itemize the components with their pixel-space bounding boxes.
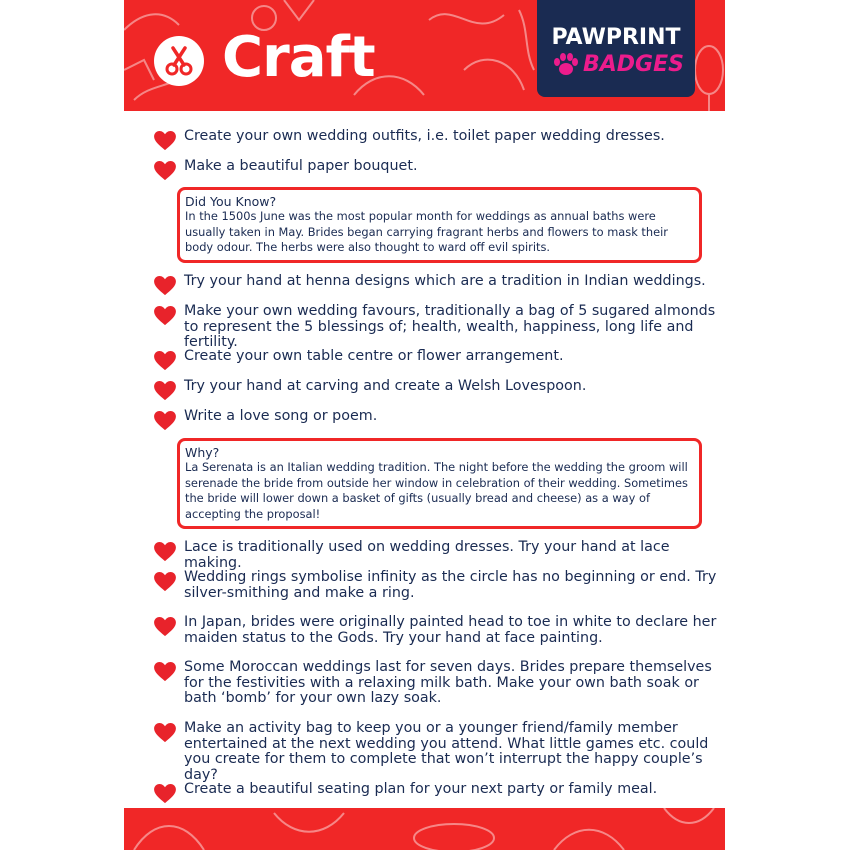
- heart-bullet-icon: [154, 572, 176, 592]
- fact-title: Did You Know?: [185, 194, 277, 209]
- list-item-text: Create your own table centre or flower arrangement.: [184, 348, 564, 364]
- list-item-text: Try your hand at carving and create a Welsh Lovespoon.: [184, 378, 587, 394]
- list-item-text: Wedding rings symbolise infinity as the circle has no beginning or end. Try silver-smithing and make a ring.: [184, 569, 717, 601]
- heart-bullet-icon: [154, 784, 176, 804]
- heart-bullet-icon: [154, 161, 176, 181]
- heart-bullet-icon: [154, 276, 176, 296]
- heart-bullet-icon: [154, 306, 176, 326]
- fact-body: In the 1500s June was the most popular month for weddings as annual baths were usually taken in May. Brides began carrying fragrant herbs and flowers to mask their body odour. The herbs were also thought to ward off evil spirits.: [185, 209, 668, 255]
- fact-body: La Serenata is an Italian wedding tradition. The night before the wedding the groom will serenade the bride from outside her window in celebration of their wedding. Sometimes the bride will lower down a basket of gifts (usually bread and cheese) as a way of accepting the proposal!: [185, 460, 688, 521]
- list-item-text: Some Moroccan weddings last for seven days. Brides prepare themselves for the festivities with a relaxing milk bath. Make your own bath soak or bath ‘bomb’ for your own lazy soak.: [184, 659, 712, 706]
- heart-bullet-icon: [154, 542, 176, 562]
- logo-line-badges: BADGES: [583, 52, 684, 77]
- activity-list: [124, 0, 725, 850]
- footer-banner: [124, 808, 725, 850]
- why-box: [177, 438, 702, 529]
- heart-bullet-icon: [154, 351, 176, 371]
- list-item-text: In Japan, brides were originally painted head to toe in white to declare her maiden status to the Gods. Try your hand at face painting.: [184, 614, 717, 646]
- list-item-text: Try your hand at henna designs which are a tradition in Indian weddings.: [184, 273, 706, 289]
- footer-doodle-pattern: [124, 808, 725, 850]
- heart-bullet-icon: [154, 381, 176, 401]
- logo-line-pawprint: PAWPRINT: [551, 25, 681, 50]
- heart-bullet-icon: [154, 131, 176, 151]
- activity-sheet: [124, 0, 725, 850]
- heart-bullet-icon: [154, 723, 176, 743]
- list-item-text: Create a beautiful seating plan for your next party or family meal.: [184, 781, 658, 797]
- heart-bullet-icon: [154, 662, 176, 682]
- page-title: Craft: [222, 25, 375, 90]
- heart-bullet-icon: [154, 617, 176, 637]
- heart-bullet-icon: [154, 411, 176, 431]
- fact-title: Why?: [185, 445, 220, 460]
- list-item-text: Lace is traditionally used on wedding dresses. Try your hand at lace making.: [184, 539, 670, 571]
- did-you-know-box: [177, 187, 702, 263]
- list-item-text: Make an activity bag to keep you or a younger friend/family member entertained at the next wedding you attend. What little games etc. could you create for them to complete that won’t interrupt the happy couple’s day?: [184, 720, 709, 783]
- list-item-text: Create your own wedding outfits, i.e. toilet paper wedding dresses.: [184, 128, 665, 144]
- list-item-text: Make your own wedding favours, traditionally a bag of 5 sugared almonds to represent the 5 blessings of; health, wealth, happiness, long life and fertility.: [184, 303, 716, 350]
- list-item-text: Make a beautiful paper bouquet.: [184, 158, 418, 174]
- list-item-text: Write a love song or poem.: [184, 408, 378, 424]
